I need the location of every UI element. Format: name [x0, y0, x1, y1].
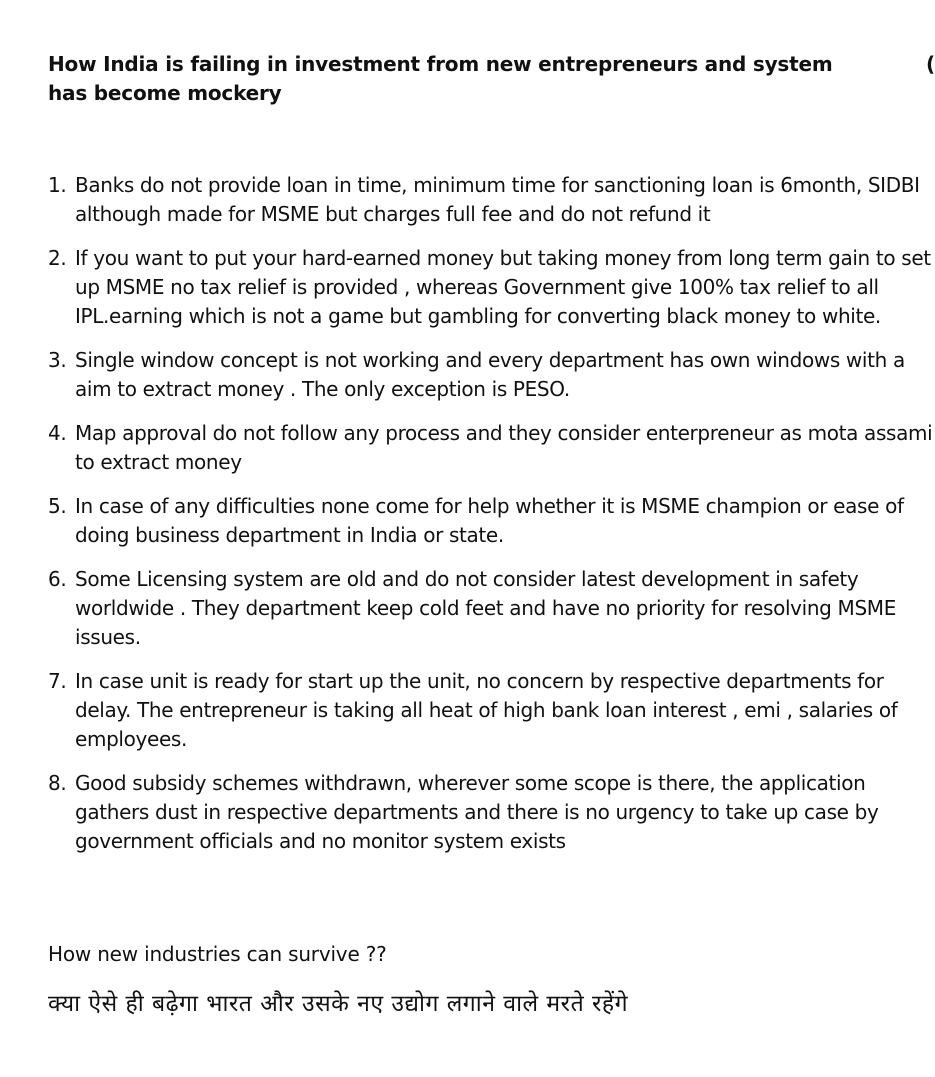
list-item-number: 6.	[48, 567, 67, 591]
list-item-text: Single window concept is not working and every department has own windows with a aim to extract money . The only exception is PESO.	[75, 348, 905, 401]
list-item	[48, 565, 933, 652]
list-item-text: Map approval do not follow any process and they consider enterpreneur as mota assami to extract money	[75, 421, 933, 474]
list-item-text: Banks do not provide loan in time, minimum time for sanctioning loan is 6month, SIDBI although made for MSME but charges full fee and do not refund it	[75, 173, 920, 226]
list-item-number: 1.	[48, 173, 67, 197]
list-item-text: In case unit is ready for start up the unit, no concern by respective departments for delay. The entrepreneur is taking all heat of high bank loan interest , emi , salaries of employees.	[75, 669, 898, 751]
list-item-text: If you want to put your hard-earned money but taking money from long term gain to set up MSME no tax relief is provided , whereas Government give 100% tax relief to all IPL.earning which is not a game but gambling for converting black money to white.	[75, 246, 931, 328]
list-item-number: 8.	[48, 771, 67, 795]
list-item	[48, 346, 933, 404]
hindi-closing-line: क्या ऐसे ही बढ़ेगा भारत और उसके नए उद्योग लगाने वाले मरते रहेंगे	[48, 991, 629, 1017]
list-item-text: Good subsidy schemes withdrawn, wherever some scope is there, the application gathers dust in respective departments and there is no urgency to take up case by government officials and no monitor system exists	[75, 771, 879, 853]
list-item-number: 2.	[48, 246, 67, 270]
closing-question: How new industries can survive ??	[48, 942, 387, 966]
issues-list	[48, 171, 933, 871]
list-item	[48, 419, 933, 477]
list-item	[48, 769, 933, 856]
document-title: How India is failing in investment from new entrepreneurs and system has become mockery	[48, 52, 833, 105]
list-item	[48, 171, 933, 229]
list-item-number: 5.	[48, 494, 67, 518]
clipped-edge-text: (	[926, 52, 935, 76]
list-item-number: 7.	[48, 669, 67, 693]
document-body	[48, 50, 933, 1017]
list-item-number: 3.	[48, 348, 67, 372]
list-item	[48, 667, 933, 754]
list-item	[48, 492, 933, 550]
list-item-text: In case of any difficulties none come for help whether it is MSME champion or ease of doing business department in India or state.	[75, 494, 904, 547]
list-item-text: Some Licensing system are old and do not consider latest development in safety worldwide . They department keep cold feet and have no priority for resolving MSME issues.	[75, 567, 896, 649]
list-item-number: 4.	[48, 421, 67, 445]
list-item	[48, 244, 933, 331]
